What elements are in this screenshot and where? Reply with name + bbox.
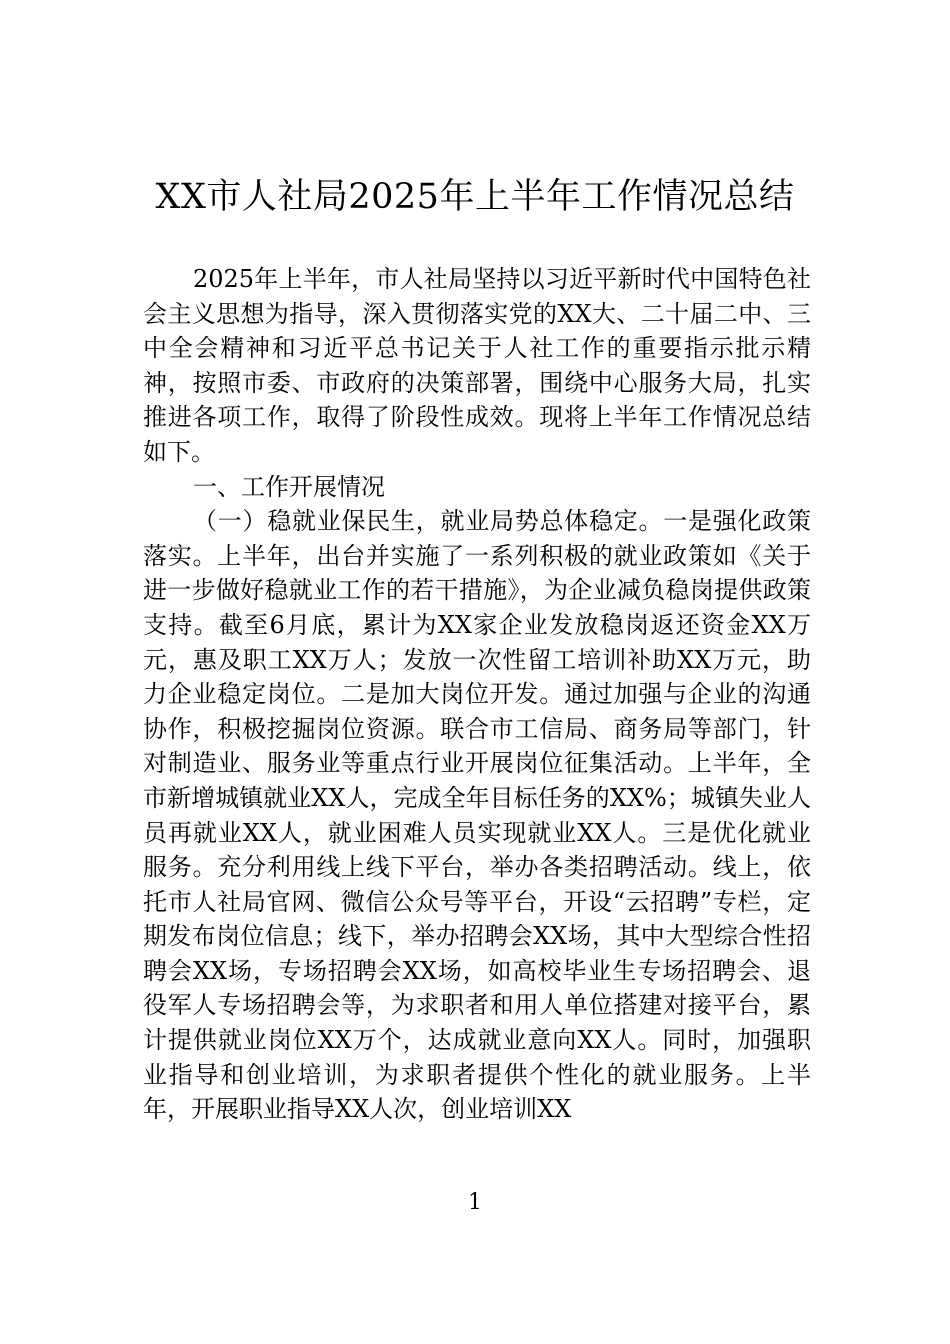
subsection-paragraph: （一）稳就业保民生，就业局势总体稳定。一是强化政策落实。上半年，出台并实施了一系列积极的就业政策如《关于进一步做好稳就业工作的若干措施》，为企业减负稳岗提供政策支持。截至6月底，累计为XX家企业发放稳岗返还资金XX万元，惠及职工XX万人；发放一次性留工培训补助XX万元，助力企业稳定岗位。二是加大岗位开发。通过加强与企业的沟通协作，积极挖掘岗位资源。联合市工信局、商务局等部门，针对制造业、服务业等重点行业开展岗位征集活动。上半年，全市新增城镇就业XX人，完成全年目标任务的XX%；城镇失业人员再就业XX人，就业困难人员实现就业XX人。三是优化就业服务。充分利用线上线下平台，举办各类招聘活动。线上，依托市人社局官网、微信公众号等平台，开设“云招聘”专栏，定期发布岗位信息；线下，举办招聘会XX场，其中大型综合性招聘会XX场，专场招聘会XX场，如高校毕业生专场招聘会、退役军人专场招聘会等，为求职者和用人单位搭建对接平台，累计提供就业岗位XX万个，达成就业意向XX人。同时，加强职业指导和创业培训，为求职者提供个性化的就业服务。上半年，开展职业指导XX人次，创业培训XX: [143, 507, 811, 1124]
section-heading: 一、工作开展情况: [193, 472, 385, 501]
intro-paragraph: 2025年上半年，市人社局坚持以习近平新时代中国特色社会主义思想为指导，深入贯彻落实党的XX大、二十届二中、三中全会精神和习近平总书记关于人社工作的重要指示批示精神，按照市委、市政府的决策部署，围绕中心服务大局，扎实推进各项工作，取得了阶段性成效。现将上半年工作情况总结如下。: [143, 265, 811, 466]
page-number: 1: [468, 1190, 482, 1215]
document-title: XX市人社局2025年上半年工作情况总结: [155, 177, 795, 217]
document-body: [143, 262, 811, 1127]
